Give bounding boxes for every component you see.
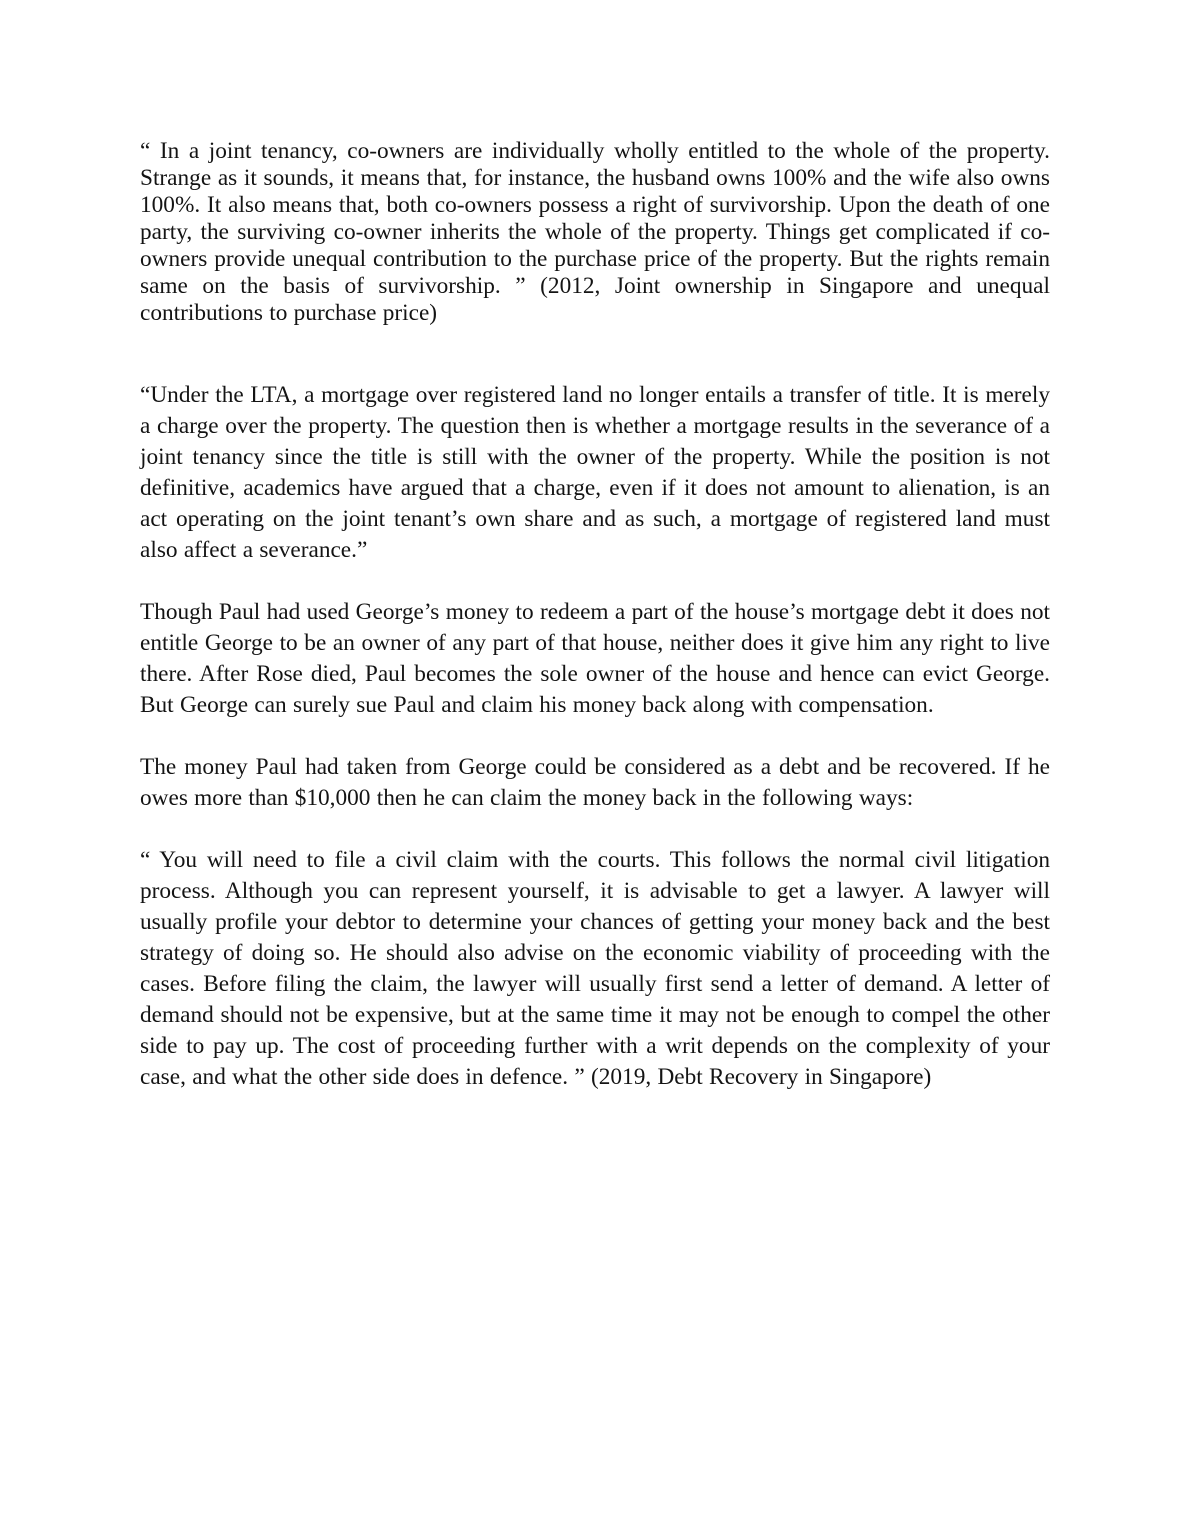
paragraph-paul-george-analysis: Though Paul had used George’s money to redeem a part of the house’s mortgage debt it does not entitle George to be an owner of any part of that house, neither does it give him any right to live there. After Rose died, Paul becomes the sole owner of the house and hence can evict George. But George can surely sue Paul and claim his money back along with compensation. <box>140 599 1050 718</box>
paragraph-joint-tenancy-quote: “ In a joint tenancy, co-owners are individually wholly entitled to the whole of the property. Strange as it sounds, it means that, for instance, the husband owns 100% and the wife also owns 100%. It also means that, both co-owners possess a right of survivorship. Upon the death of one party, the surviving co-owner inherits the whole of the property. Things get complicated if co-owners provide unequal contribution to the purchase price of the property. But the rights remain same on the basis of survivorship. ” (2012, Joint ownership in Singapore and unequal contributions to purchase price) <box>140 138 1050 326</box>
paragraph-lta-mortgage-quote: “Under the LTA, a mortgage over registered land no longer entails a transfer of title. It is merely a charge over the property. The question then is whether a mortgage results in the severance of a joint tenancy since the title is still with the owner of the property. While the position is not definitive, academics have argued that a charge, even if it does not amount to alienation, is an act operating on the joint tenant’s own share and as such, a mortgage of registered land must also affect a severance.” <box>140 382 1050 563</box>
paragraph-civil-claim-quote: “ You will need to file a civil claim with the courts. This follows the normal civil litigation process. Although you can represent yourself, it is advisable to get a lawyer. A lawyer will usually profile your debtor to determine your chances of getting your money back and the best strategy of doing so. He should also advise on the economic viability of proceeding with the cases. Before filing the claim, the lawyer will usually first send a letter of demand. A letter of demand should not be expensive, but at the same time it may not be enough to compel the other side to pay up. The cost of proceeding further with a writ depends on the complexity of your case, and what the other side does in defence. ” (2019, Debt Recovery in Singapore) <box>140 847 1050 1090</box>
paragraph-debt-recovery-intro: The money Paul had taken from George could be considered as a debt and be recovered. If he owes more than $10,000 then he can claim the money back in the following ways: <box>140 754 1050 811</box>
